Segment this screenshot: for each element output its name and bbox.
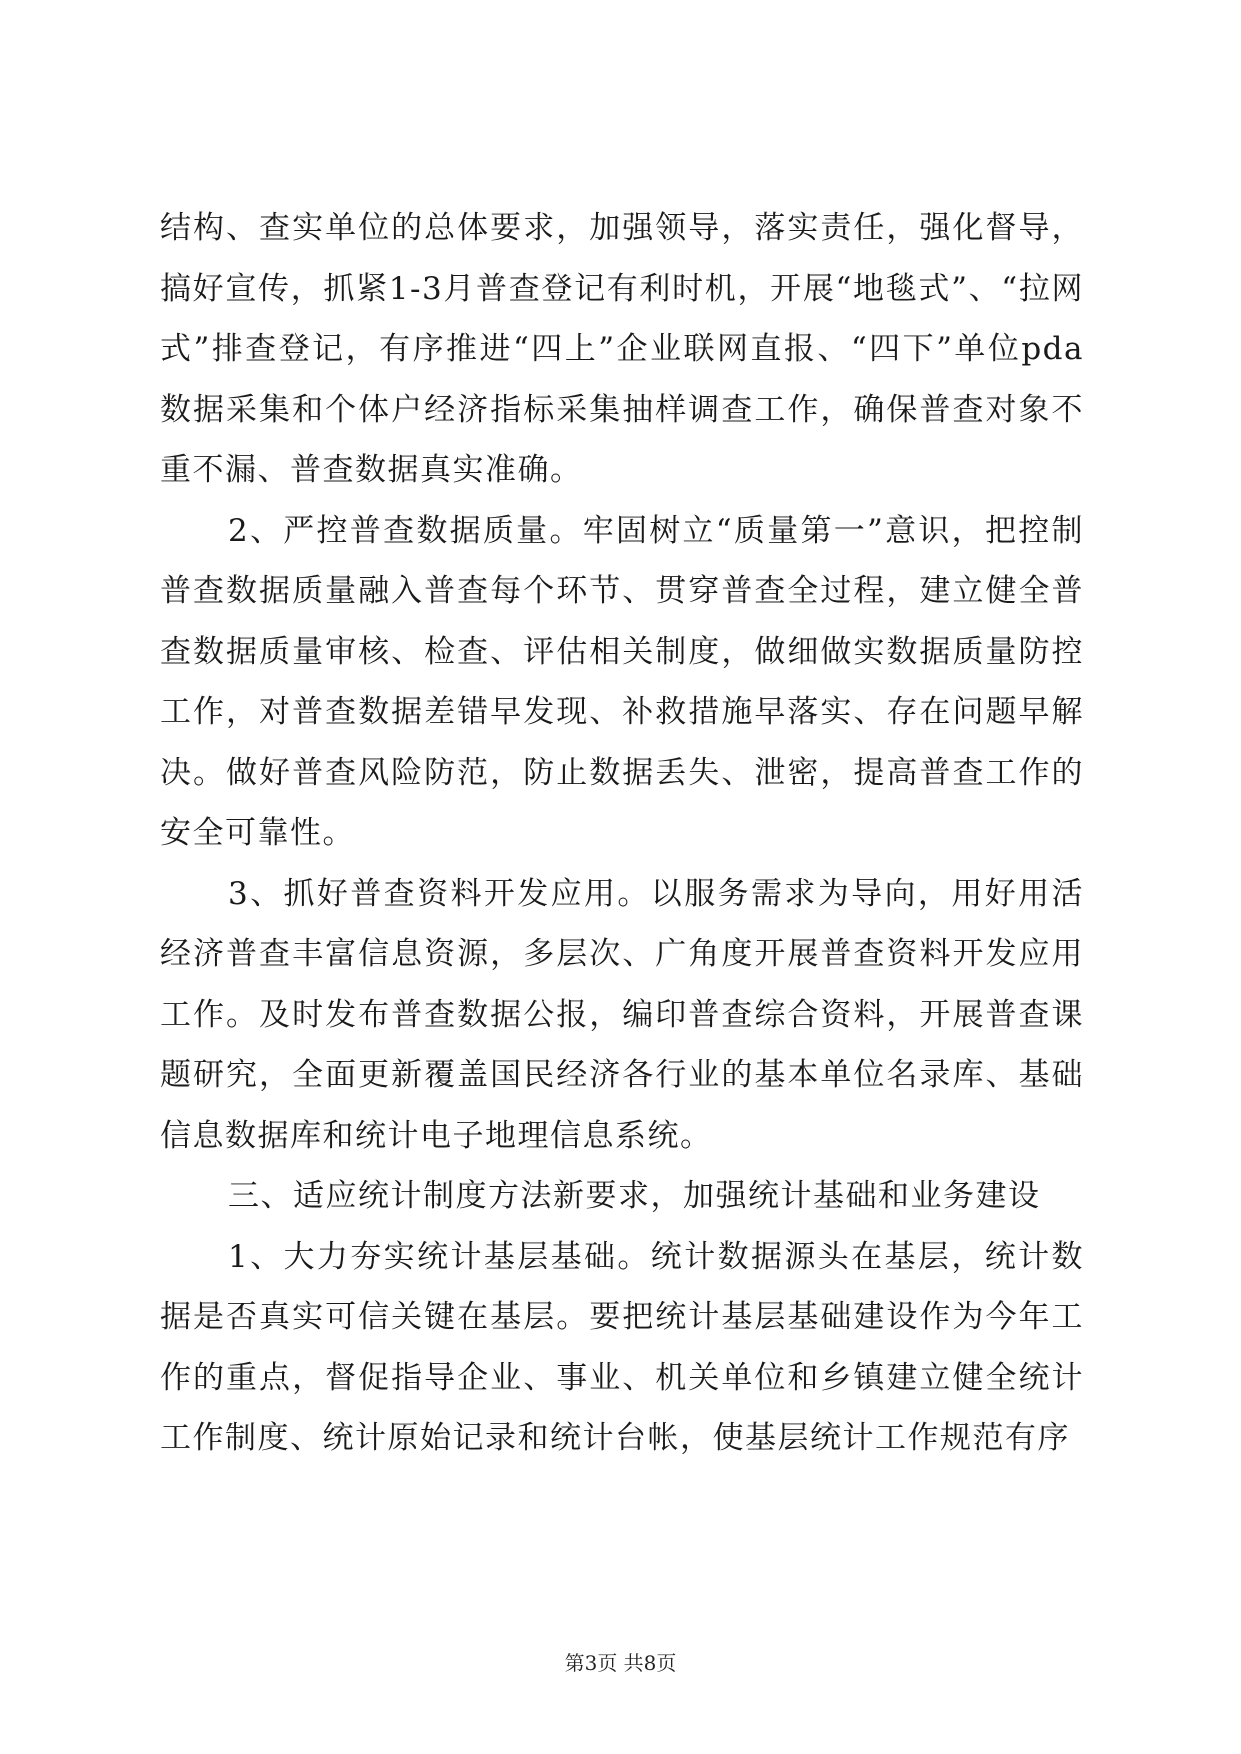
page-number-footer: 第3页 共8页 [564, 1651, 677, 1675]
document-body [160, 198, 1084, 1469]
paragraph-data-application: 3、抓好普查资料开发应用。以服务需求为导向，用好用活经济普查丰富信息资源，多层次、广角度开展普查资料开发应用工作。及时发布普查数据公报，编印普查综合资料，开展普查课题研究，全面更新覆盖国民经济各行业的基本单位名录库、基础信息数据库和统计电子地理信息系统。 [160, 875, 1084, 1154]
paragraph-data-quality: 2、严控普查数据质量。牢固树立“质量第一”意识，把控制普查数据质量融入普查每个环节、贯穿普查全过程，建立健全普查数据质量审核、检查、评估相关制度，做细做实数据质量防控工作，对普查数据差错早发现、补救措施早落实、存在问题早解决。做好普查风险防范，防止数据丢失、泄密，提高普查工作的安全可靠性。 [160, 512, 1084, 851]
paragraph-grassroots-foundation: 1、大力夯实统计基层基础。统计数据源头在基层，统计数据是否真实可信关键在基层。要把统计基层基础建设作为今年工作的重点，督促指导企业、事业、机关单位和乡镇建立健全统计工作制度、统计原始记录和统计台帐，使基层统计工作规范有序 [160, 1238, 1084, 1456]
paragraph-continuation: 结构、查实单位的总体要求，加强领导，落实责任，强化督导，搞好宣传，抓紧1-3月普查登记有利时机，开展“地毯式”、“拉网式”排查登记，有序推进“四上”企业联网直报、“四下”单位pda数据采集和个体户经济指标采集抽样调查工作，确保普查对象不重不漏、普查数据真实准确。 [160, 210, 1084, 488]
section-heading-three: 三、适应统计制度方法新要求，加强统计基础和业务建设 [228, 1178, 1041, 1214]
